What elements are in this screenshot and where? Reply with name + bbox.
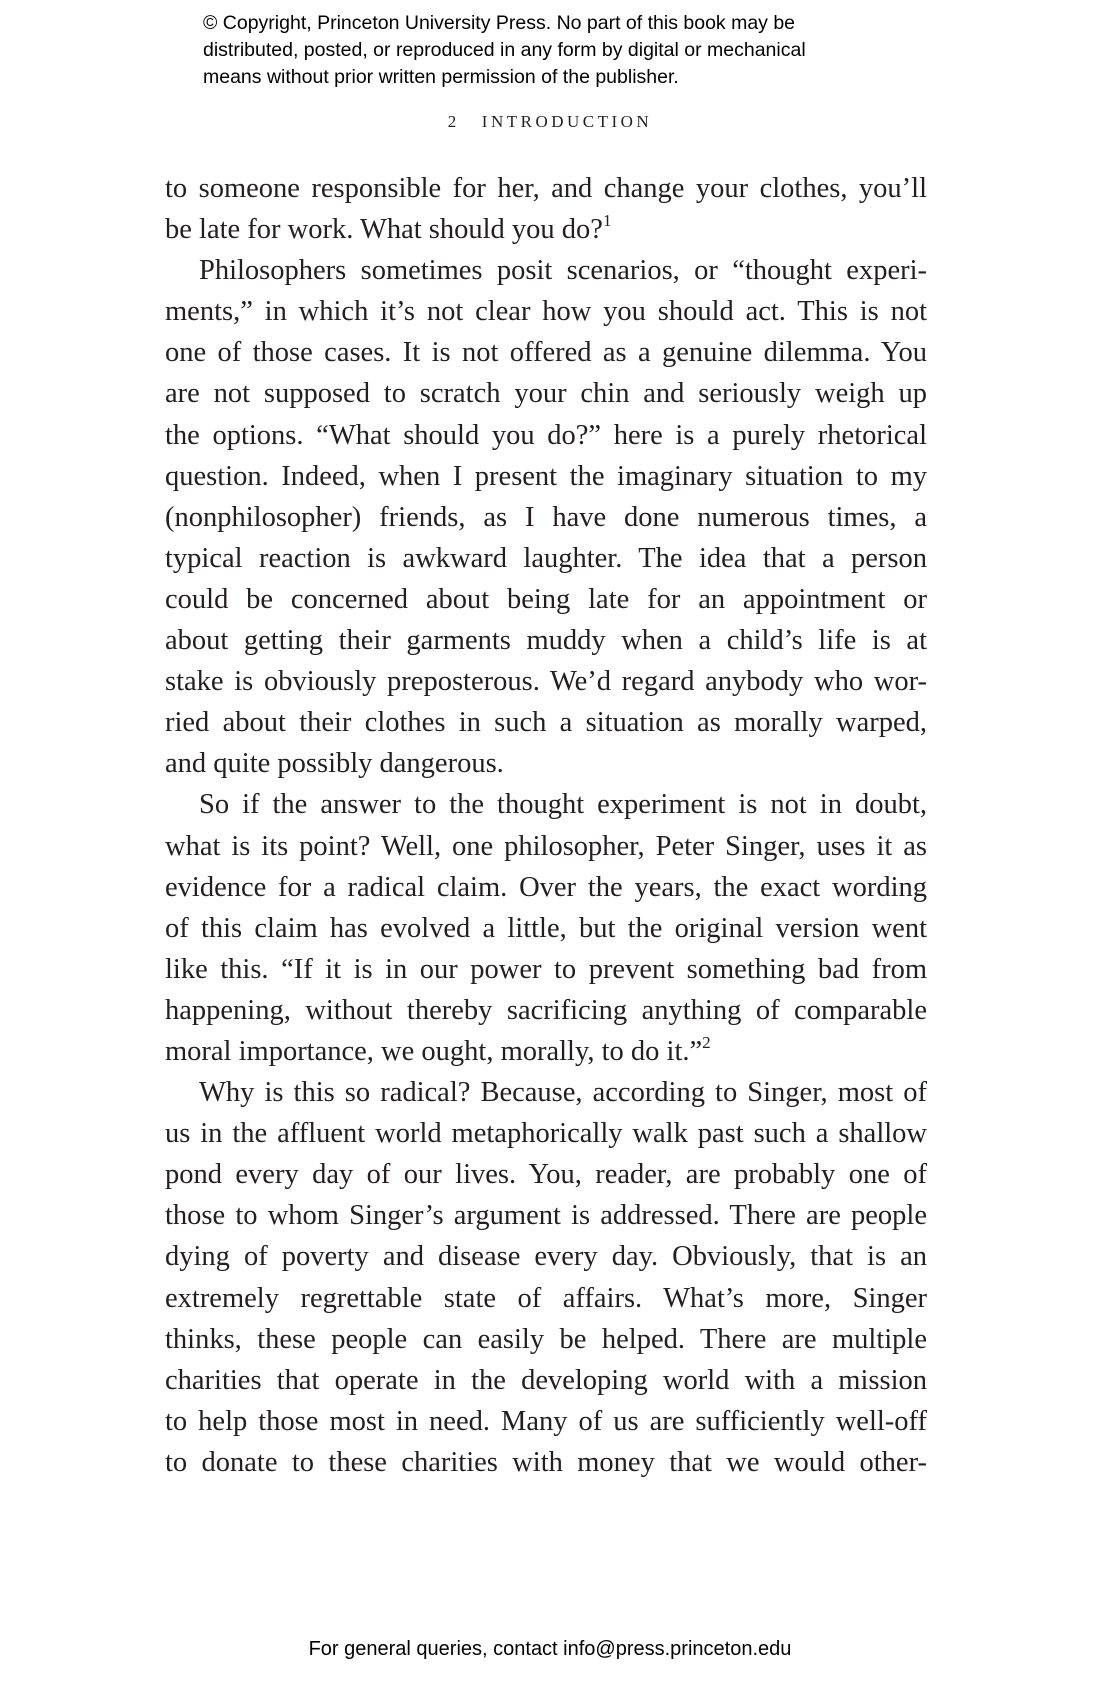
text-line: us in the affluent world metaphorically walk past such a shallow: [165, 1118, 927, 1150]
text-line: the options. “What should you do?” here is a purely rhetorical: [165, 419, 927, 451]
copyright-notice: [203, 10, 923, 91]
text-line: extremely regrettable state of affairs. What’s more, Singer: [165, 1282, 927, 1314]
text-line: ried about their clothes in such a situation as morally warped,: [165, 707, 927, 739]
text-line: to help those most in need. Many of us are sufficiently well-off: [165, 1405, 927, 1437]
text-line: [165, 1031, 927, 1072]
text-line: to donate to these charities with money that we would other-: [165, 1446, 927, 1478]
text-line: one of those cases. It is not offered as a genuine dilemma. You: [165, 337, 927, 369]
text-line: Why is this so radical? Because, according to Singer, most of: [199, 1077, 927, 1109]
running-head: [0, 112, 1100, 132]
text-line: happening, without thereby sacrificing anything of comparable: [165, 994, 927, 1026]
footnote-ref[interactable]: 2: [702, 1033, 711, 1052]
text-line: ments,” in which it’s not clear how you should act. This is not: [165, 296, 927, 328]
body-text: [165, 168, 927, 1483]
text-line: dying of poverty and disease every day. Obviously, that is an: [165, 1241, 927, 1273]
text-line: like this. “If it is in our power to prevent something bad from: [165, 953, 927, 985]
text-line: to someone responsible for her, and change your clothes, you’ll: [165, 173, 927, 204]
text-line-content: moral importance, we ought, morally, to do it.”: [165, 1035, 703, 1067]
text-line: question. Indeed, when I present the imaginary situation to my: [165, 460, 927, 492]
text-line: typical reaction is awkward laughter. The idea that a person: [165, 542, 927, 574]
copyright-line: © Copyright, Princeton University Press. No part of this book may be: [203, 12, 796, 34]
text-line: what is its point? Well, one philosopher, Peter Singer, uses it as: [165, 830, 927, 862]
text-line: Philosophers sometimes posit scenarios, or “thought experi-: [199, 255, 927, 287]
text-line: are not supposed to scratch your chin and seriously weigh up: [165, 378, 927, 410]
text-line: could be concerned about being late for an appointment or: [165, 583, 927, 615]
chapter-title: INTRODUCTION: [481, 112, 653, 131]
page-number: 2: [447, 112, 460, 131]
copyright-line: distributed, posted, or reproduced in any form by digital or mechanical: [203, 39, 806, 61]
text-line: So if the answer to the thought experiment is not in doubt,: [199, 789, 927, 821]
footnote-ref[interactable]: 1: [602, 211, 612, 231]
text-line: thinks, these people can easily be helped. There are multiple: [165, 1323, 927, 1355]
text-line: evidence for a radical claim. Over the years, the exact wording: [165, 871, 927, 903]
copyright-line: means without prior written permission of the publisher.: [203, 66, 679, 88]
footer-contact: For general queries, contact info@press.princeton.edu: [308, 1638, 792, 1660]
text-line: (nonphilosopher) friends, as I have done numerous times, a: [165, 501, 927, 533]
text-line: of this claim has evolved a little, but the original version went: [165, 912, 927, 944]
text-line: and quite possibly dangerous.: [165, 748, 504, 780]
text-line: charities that operate in the developing world with a mission: [165, 1364, 927, 1396]
text-line: those to whom Singer’s argument is addressed. There are people: [165, 1200, 927, 1232]
text-line: [165, 209, 927, 250]
text-line: about getting their garments muddy when a child’s life is at: [165, 625, 927, 657]
text-line: pond every day of our lives. You, reader, are probably one of: [165, 1159, 927, 1191]
text-line: stake is obviously preposterous. We’d regard anybody who wor-: [165, 666, 927, 698]
text-line-content: be late for work. What should you do?: [165, 214, 603, 246]
